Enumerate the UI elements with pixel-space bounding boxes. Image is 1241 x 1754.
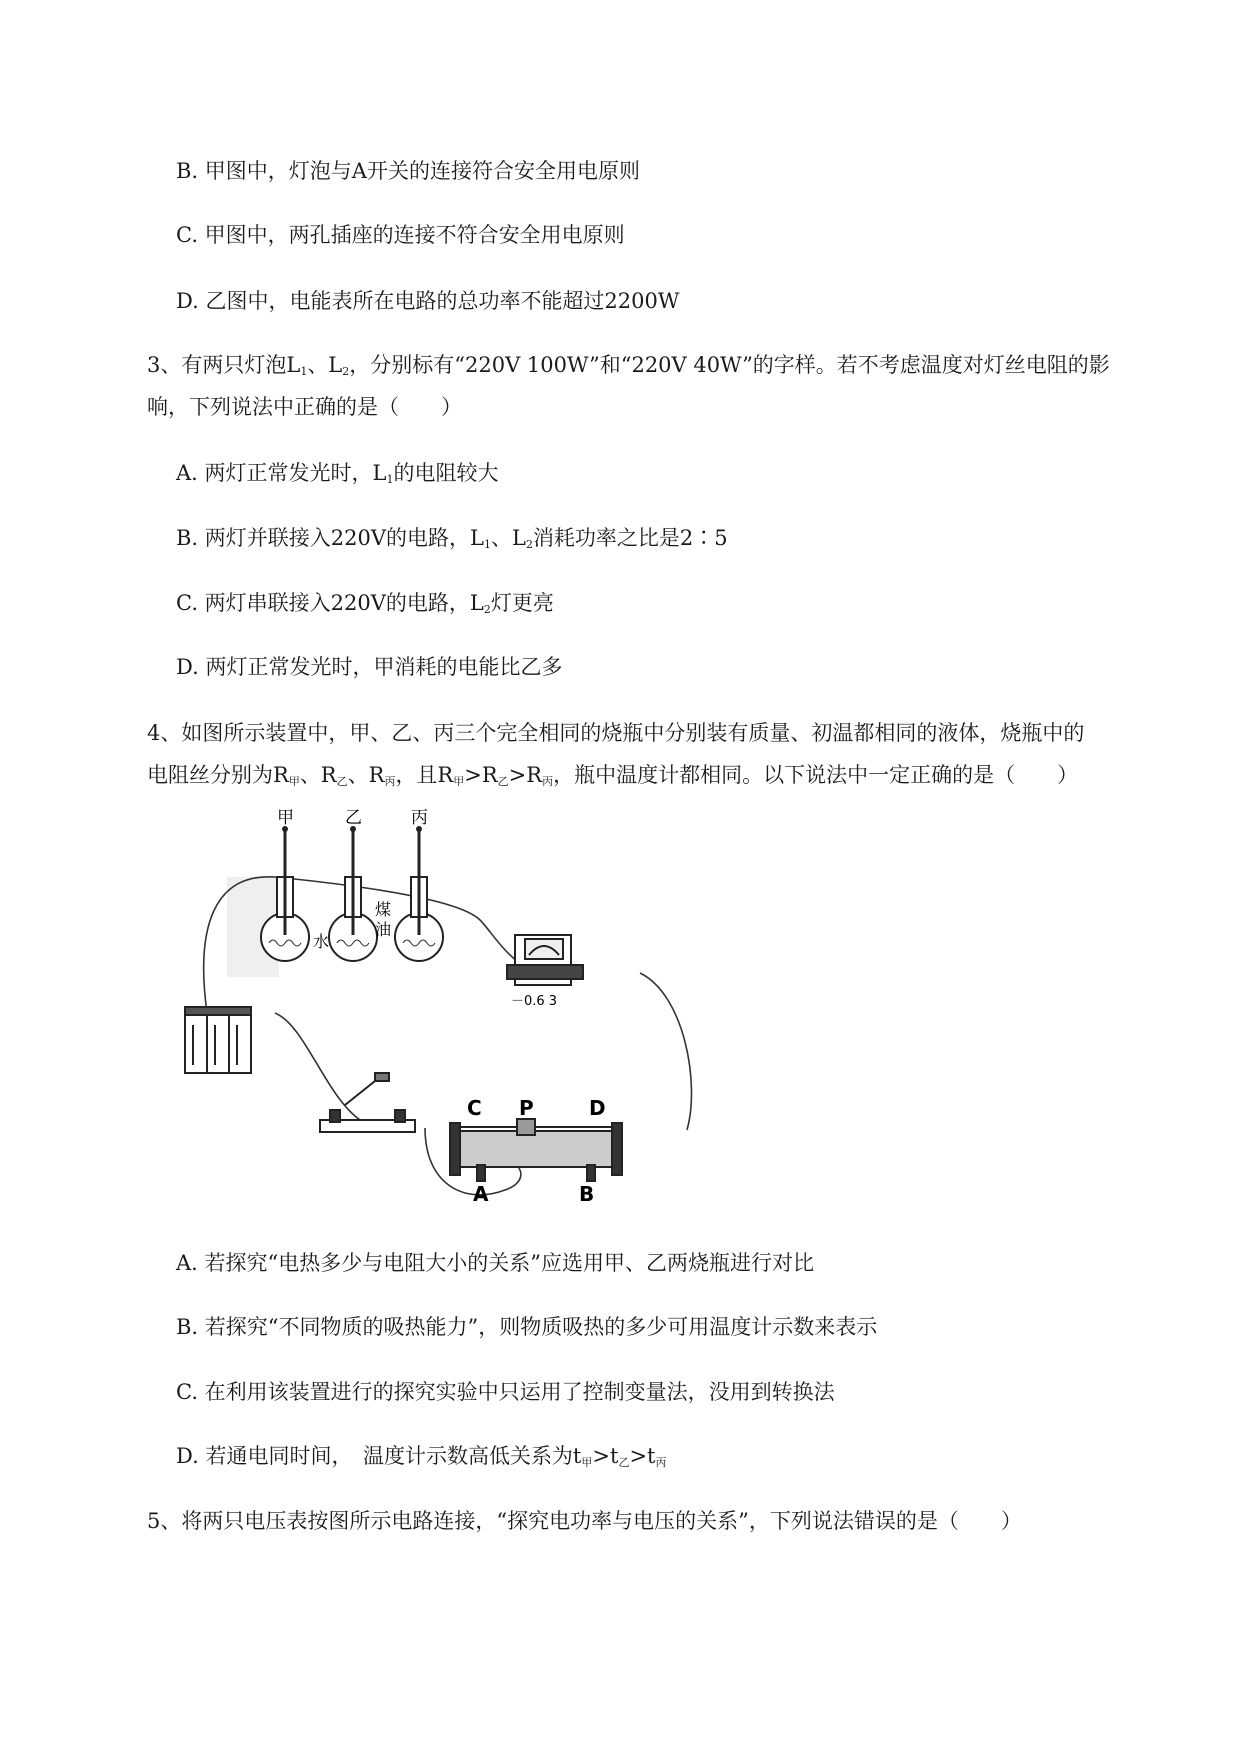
knife-switch (320, 1073, 415, 1132)
rheostat-label-p: P (519, 1096, 534, 1120)
battery (185, 1007, 251, 1073)
flask-yi (329, 826, 377, 961)
q5-stem: 5、将两只电压表按图所示电路连接，“探究电功率与电压的关系”，下列说法错误的是（ ） (147, 1509, 1022, 1533)
water-label: 水 (313, 932, 330, 951)
rheostat-label-d: D (589, 1096, 606, 1120)
rheostat (450, 1119, 622, 1181)
q2-option-d: D. 乙图中，电能表所在电路的总功率不能超过2200W (176, 289, 680, 313)
flask-label-yi: 乙 (345, 808, 362, 828)
rheostat-label-b: B (579, 1182, 595, 1206)
rheostat-label-a: A (473, 1182, 489, 1206)
flask-label-bing: 丙 (411, 808, 428, 828)
q3-option-c: C. 两灯串联接入220V的电路，$L_2$灯更亮 (176, 591, 554, 616)
q3-stem-line2: 响，下列说法中正确的是（ ） (147, 395, 462, 419)
q4-stem-line2: 电阻丝分别为$R_甲$、$R_乙$、$R_丙$，且$R_甲>R_乙>R_丙$，瓶中温度计都相同。以下说法中一定正确的是（ ） (147, 763, 1079, 788)
oil-label-2: 油 (375, 920, 392, 939)
q4-option-c: C. 在利用该装置进行的探究实验中只运用了控制变量法，没用到转换法 (176, 1380, 835, 1404)
ammeter-scale: －0.6 3 (511, 994, 558, 1009)
rheostat-label-c: C (467, 1096, 482, 1120)
q4-option-d: D. 若通电同时间， 温度计示数高低关系为$t_甲>t_乙>t_丙$ (176, 1444, 667, 1469)
q4-stem-line1: 4、如图所示装置中，甲、乙、丙三个完全相同的烧瓶中分别装有质量、初温都相同的液体，烧瓶中的 (147, 721, 1085, 745)
ammeter (507, 935, 583, 985)
q4-option-a: A. 若探究“电热多少与电阻大小的关系”应选用甲、乙两烧瓶进行对比 (176, 1251, 814, 1275)
q3-stem-line1: 3、有两只灯泡$L_1$、$L_2$，分别标有“220V 100W”和“220V 40W”的字样。若不考虑温度对灯丝电阻的影 (147, 353, 1110, 378)
q2-option-b: B. 甲图中，灯泡与A开关的连接符合安全用电原则 (176, 159, 640, 183)
q2-option-c: C. 甲图中，两孔插座的连接不符合安全用电原则 (176, 223, 625, 247)
circuit-figure (195, 808, 755, 1215)
q3-option-d: D. 两灯正常发光时，甲消耗的电能比乙多 (176, 655, 563, 679)
q3-option-b: B. 两灯并联接入220V的电路，$L_1$、$L_2$消耗功率之比是2∶5 (176, 526, 728, 551)
q3-option-a: A. 两灯正常发光时，$L_1$的电阻较大 (176, 461, 499, 486)
q4-option-b: B. 若探究“不同物质的吸热能力”，则物质吸热的多少可用温度计示数来表示 (176, 1315, 878, 1339)
flask-label-jia: 甲 (277, 808, 294, 828)
oil-label-1: 煤 (375, 900, 392, 919)
